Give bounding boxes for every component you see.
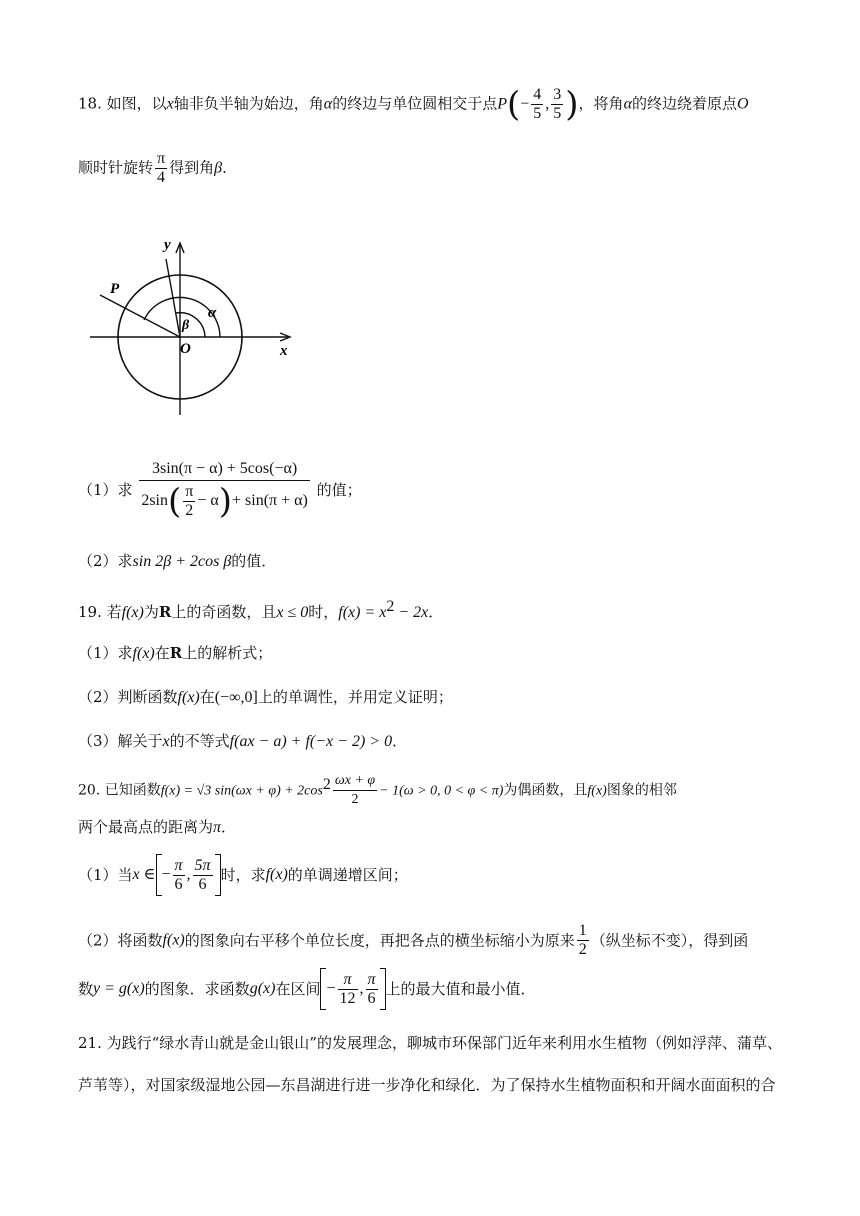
q20-text-b: 为偶函数，且 [503,782,588,799]
q18-part1-den-b: − α [197,492,219,510]
q20-stem-line-2 [78,816,820,839]
q18-part1-den-c: + sin(π + α) [232,492,308,510]
q18-text-b: 轴非负半轴为始边，角 [173,94,324,113]
q19-p1-fx: f(x) [132,645,155,662]
q19-stem [78,596,820,624]
q19-p2-text: 在 [199,688,215,706]
q20-p1-text: 时，求 [220,866,266,884]
q19-text-a: 若 [106,603,122,621]
q19-p3-text: 的不等式 [169,732,230,750]
q18-line-1: 18. 如图，以x轴非负半轴为始边，角α的终边与单位圆相交于点P(− $\frac{4}{5}$ , $\frac{3}{5}$ )，将角α的终边绕着原点O [78,84,749,125]
q20-p2-text: 的图象向右平移个单位长度，再把各点的横坐标缩小为原来 [184,931,575,950]
q20-p2-gx: y = g(x) [93,980,145,997]
q18-part2-expr: sin 2β + 2cos β [132,553,232,570]
q18-rparen: ) [565,84,579,125]
q20-p2-line2-d: 上的最大值和最小值． [385,980,536,998]
q18-point-p: P [497,95,507,113]
q19-p1-r: R [169,644,183,662]
label-beta: β [182,318,190,333]
q20-p1-b-den: 6 [198,875,207,893]
q18-alpha-2: α [623,95,632,113]
q20-p1-fx: f(x) [265,866,288,883]
q19-period: ． [428,603,444,621]
q19-number: 19. [78,603,102,621]
q20-stem-line-1 [78,772,820,809]
q19-p3-ineq: f(ax − a) + f(−x − 2) > 0 [229,733,393,750]
label-alpha: α [208,305,217,321]
q18-text-e: 的终边绕着原点 [631,94,737,113]
q20-part-2-line-1 [78,922,820,962]
q20-p1-tail: 的单调递增区间； [287,866,408,884]
q21-number: 21. [78,1034,102,1052]
q20-pi: π [213,819,222,836]
q18-pi: π [157,150,166,167]
q20-p2-a-den: 12 [339,989,356,1007]
q19-p3-x: x [162,733,170,750]
q18-line-2 [78,150,820,187]
q20-p2-b-num: π [367,970,376,988]
q19-fx: f(x) [121,604,144,621]
q18-part1-tail: 的值； [316,481,362,499]
terminal-side-alpha [100,295,180,337]
q18-text-d: ，将角 [578,94,624,113]
q21-line1-text: 为践行“绿水青山就是金山银山”的发展理念，聊城市环保部门近年来利用水生植物（例如浮萍、蒲草、 [106,1034,782,1052]
q18-pi-over-4 [155,150,167,187]
q21-line-2 [78,1074,820,1096]
q20-p2-line2-c: 在区间 [275,980,321,998]
q20-f-lhs: f(x) = √3 sin(ωx + φ) + 2cos [160,783,323,799]
q18-part1-den: 2sin( $\frac{\pi}{2}$ − α)+ sin(π + α) [141,481,308,522]
q19-p2-fx: f(x) [177,689,200,706]
q18-text-c: 的终边与单位圆相交于点 [332,94,498,113]
label-o: O [180,341,191,357]
q20-sup2: 2 [322,775,331,793]
q19-text-c: 上的奇函数，且 [171,603,277,621]
q20-frac-num: ωx + φ [333,772,377,791]
q18-text-a: 如图，以 [106,94,167,113]
q20-p1-x: x ∈ [132,866,156,883]
q18-alpha: α [323,95,333,113]
q18-four: 4 [157,169,166,186]
q19-sup2: 2 [386,598,395,615]
q18-part2-label: （2）求 [78,552,133,570]
q19-part-2 [78,686,820,709]
q20-frac-den: 2 [351,792,359,807]
q21-line-1 [78,1032,820,1054]
q19-formula-tail: − 2x [394,604,429,621]
q20-fx: f(x) [587,783,607,799]
q20-p1-a-den: 6 [174,875,183,893]
q19-part-1 [78,642,820,665]
q20-text-d: 两个最高点的距离为 [78,818,214,836]
q20-p1-a [173,857,185,894]
q20-text-c: 图象的相邻 [606,782,677,799]
label-p: P [110,281,120,297]
q19-p1-text: 在 [154,644,170,662]
q20-f-rest: − 1(ω > 0, 0 < φ < π) [379,783,504,799]
unit-circle-figure [80,225,300,420]
q20-p2-line2-a: 数 [78,980,94,998]
q20-p2-b [366,971,378,1008]
q18-x: x [166,95,174,113]
q19-p1-tail: 上的解析式； [182,644,273,662]
q18-part1-den-a: 2sin [141,492,168,510]
q18-text-f: 顺时针旋转 [78,158,154,177]
q19-p2-label: （2）判断函数 [78,688,178,706]
q18-pnum1: 4 [533,86,542,103]
q18-part1-pi: π [185,483,194,500]
q20-p2-line2-b: 的图象．求函数 [144,980,250,998]
q18-text-g: 得到角 [169,158,215,177]
q18-frac-2 [551,86,563,123]
q20-part-2-line-2: 数y = g(x)的图象．求函数g(x)在区间 − $\frac{\pi}{12}$ , $\frac{\pi}{6}$ 上的最大值和最小值． [78,968,820,1014]
q20-text-a: 已知函数 [104,782,161,799]
q20-number: 20. [78,782,101,799]
q18-part1-label: （1）求 [78,481,133,499]
q20-frac [333,772,377,809]
q18-part1-num: 3sin(π − α) + 5cos(−α) [139,460,310,481]
q20-p2-fx: f(x) [162,931,185,949]
q18-beta: β [214,159,223,177]
q20-half [577,922,589,959]
label-y: y [164,237,171,253]
q20-p1-label: （1）当 [78,866,133,884]
q20-p2-a [338,971,358,1008]
q19-p2-interval: (−∞,0] [214,689,258,706]
q18-pnum2: 3 [553,86,562,103]
q20-part-1: （1）当x ∈ − $\frac{\pi}{6}$ , $\frac{5\pi}{6}$ 时，求f(x)的单调递增区间； [78,854,820,900]
q19-cond: x ≤ 0 [276,604,309,621]
q18-part2-tail: 的值． [231,552,277,570]
q19-part-3 [78,730,820,753]
q21-line2-text: 芦苇等），对国家级湿地公园—东昌湖进行进一步净化和绿化．为了保持水生植物面积和开阔水面面积的合 [78,1076,776,1094]
q20-period: ． [221,818,237,836]
q18-origin-o: O [736,95,749,113]
q18-part1-pi-over-2 [183,483,195,520]
q18-part-2 [78,550,820,573]
q20-p2-tail: （纵坐标不变），得到函 [590,931,749,950]
q18-period: ． [222,158,238,177]
q18-lparen: ( [506,84,521,125]
q19-formula: f(x) = x [338,604,387,621]
label-x: x [280,343,288,359]
q19-p3-label: （3）解关于 [78,732,163,750]
q20-p1-b-num: 5π [194,856,211,874]
q20-p2-gx2: g(x) [249,980,276,997]
q20-half-den: 2 [578,941,587,958]
q18-pden2: 5 [553,105,562,122]
q18-part-1 [78,460,820,524]
q19-p1-label: （1）求 [78,644,133,662]
q18-pden1: 5 [533,105,542,122]
q20-p1-a-num: π [174,856,183,874]
q20-p2-a-num: π [338,971,358,990]
q19-text-b: 为 [143,603,159,621]
q18-frac-1 [531,86,543,123]
q18-part1-two: 2 [185,502,194,519]
q18-part1-fraction [139,460,310,520]
q20-half-num: 1 [578,922,587,939]
q20-p1-b [193,857,213,894]
q20-p2-label: （2）将函数 [78,931,163,950]
q19-r: R [158,603,172,621]
q19-text-d: 时， [308,603,339,621]
q20-p2-b-den: 6 [367,989,376,1007]
q19-p2-tail: 上的单调性，并用定义证明； [257,688,453,706]
q18-number: 18. [78,94,102,113]
q19-p3-tail: ． [392,732,408,750]
